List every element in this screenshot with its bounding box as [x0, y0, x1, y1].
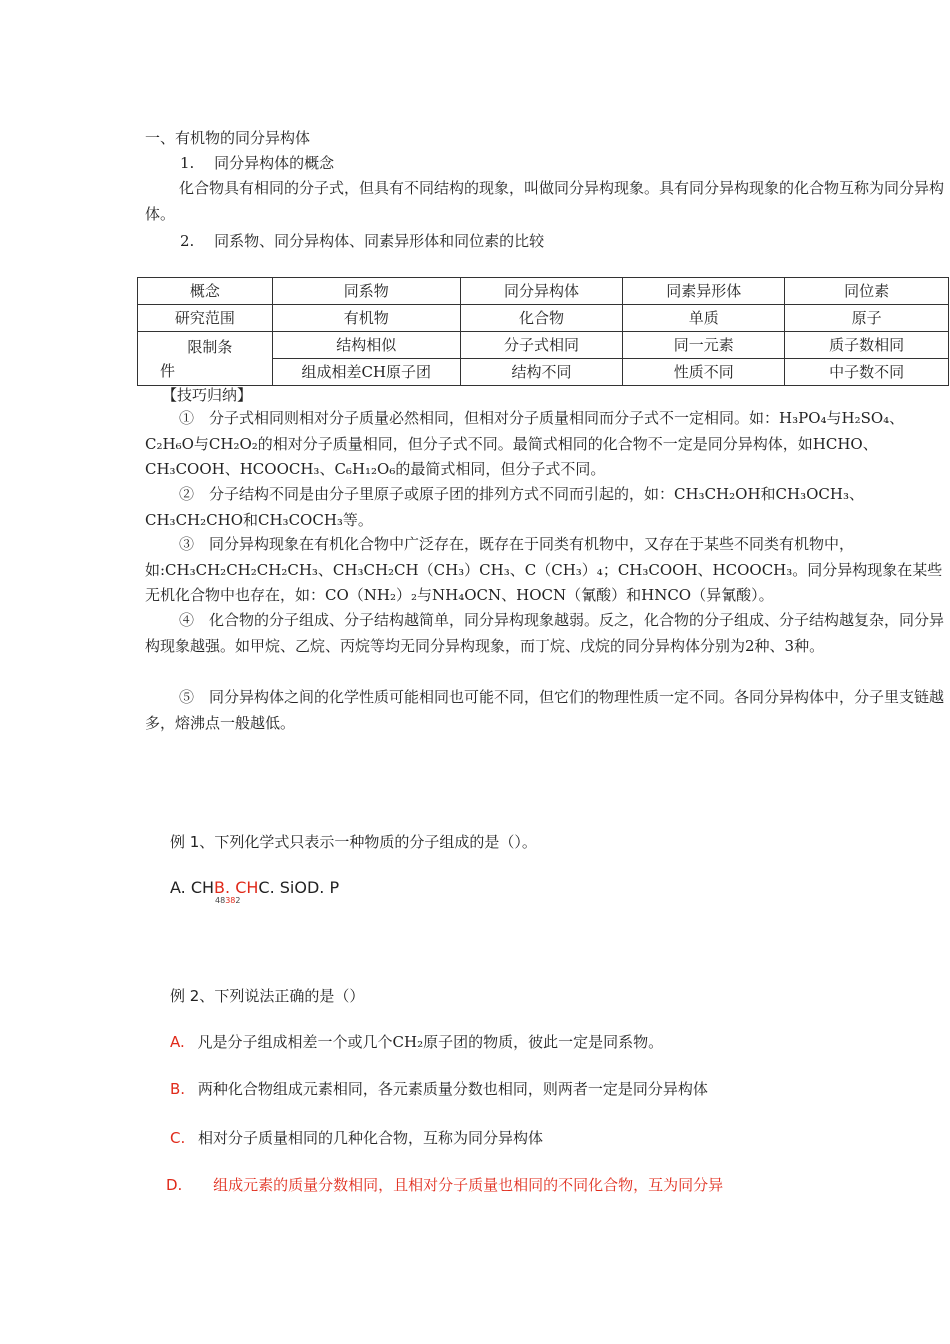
- option-C: [170, 1127, 543, 1148]
- option-A-letter: A.: [170, 1033, 185, 1051]
- table-cell: 有机物: [272, 305, 460, 332]
- table-cell: 研究范围: [138, 305, 273, 332]
- tips-heading: 【技巧归纳】: [162, 386, 253, 404]
- comparison-table: [137, 277, 949, 386]
- limit-label-line1: 限制条: [187, 337, 233, 356]
- option-b: B. CH: [214, 878, 259, 897]
- subscript-a: 48: [215, 896, 226, 905]
- table-cell: 组成相差CH原子团: [272, 359, 460, 386]
- table-cell: 同一元素: [623, 332, 785, 359]
- option-B-letter: B.: [170, 1080, 186, 1098]
- item-1-heading: 1. 同分异构体的概念: [180, 154, 335, 172]
- option-A: [170, 1031, 663, 1052]
- definition-paragraph: 化合物具有相同的分子式，但具有不同结构的现象，叫做同分异构现象。具有同分异构现象的化合物互称为同分异构体。: [145, 179, 945, 223]
- option-rest: C. SiOD. P: [258, 878, 340, 897]
- table-cell: 化合物: [460, 305, 623, 332]
- option-C-letter: C.: [170, 1129, 186, 1147]
- example-2-question: [170, 985, 364, 1006]
- table-cell-limit-label: [138, 332, 273, 386]
- option-D-text: 组成元素的质量分数相同，且相对分子质量也相同的不同化合物，互为同分异: [213, 1176, 724, 1194]
- table-cell: 同位素: [785, 278, 949, 305]
- table-cell: 概念: [138, 278, 273, 305]
- table-cell: 同系物: [272, 278, 460, 305]
- subscript-b: 38: [225, 896, 236, 905]
- tip-paragraph-1: ① 分子式相同则相对分子质量必然相同，但相对分子质量相同而分子式不一定相同。如：H₃PO₄与H₂SO₄、C₂H₆O与CH₂O₂的相对分子质量相同，但分子式不同。最简式相同的化合物不一定是同分异构体，如HCHO、CH₃COOH、HCOOCH₃、C₆H₁₂O₆的最简式相同，但分子式不同。: [145, 409, 905, 478]
- option-D-letter: D.: [166, 1176, 183, 1194]
- table-cell: 结构相似: [272, 332, 460, 359]
- example-1-question: [170, 831, 537, 852]
- option-D: [166, 1174, 723, 1195]
- example-2-label: 例 2、: [170, 987, 215, 1005]
- option-B: [170, 1078, 708, 1099]
- limit-label-line2: 件: [160, 361, 176, 380]
- option-A-text: 凡是分子组成相差一个或几个CH₂原子团的物质，彼此一定是同系物。: [197, 1033, 664, 1051]
- tip-paragraph-2: ② 分子结构不同是由分子里原子或原子团的排列方式不同而引起的，如：CH₃CH₂OH和CH₃OCH₃、CH₃CH₂CHO和CH₃COCH₃等。: [145, 485, 864, 529]
- example-1-subscripts: [215, 896, 240, 905]
- example-2-text: 下列说法正确的是（）: [214, 987, 365, 1005]
- table-cell: 中子数不同: [785, 359, 949, 386]
- option-C-text: 相对分子质量相同的几种化合物，互称为同分异构体: [198, 1129, 544, 1147]
- table-cell: 性质不同: [623, 359, 785, 386]
- section-title: 一、有机物的同分异构体: [145, 129, 311, 147]
- table-header-row: [138, 278, 949, 305]
- tip-paragraph-4: ④ 化合物的分子组成、分子结构越简单，同分异构现象越弱。反之，化合物的分子组成、分子结构越复杂，同分异构现象越强。如甲烷、乙烷、丙烷等均无同分异构现象，而丁烷、戊烷的同分异构体分别为2种、3种。: [145, 611, 945, 655]
- example-1-options: [170, 878, 339, 897]
- example-1-text: 下列化学式只表示一种物质的分子组成的是（）。: [214, 833, 537, 851]
- table-cell: 原子: [785, 305, 949, 332]
- table-cell: 质子数相同: [785, 332, 949, 359]
- tip-paragraph-3: ③ 同分异构现象在有机化合物中广泛存在，既存在于同类有机物中，又存在于某些不同类有机物中，如:CH₃CH₂CH₂CH₂CH₃、CH₃CH₂CH（CH₃）CH₃、C（CH₃）₄；CH₃COOH、HCOOCH₃。同分异构现象在某些无机化合物中也存在，如：CO（NH₂）₂与NH₄OCN、HOCN（氰酸）和HNCO（异氰酸）。: [145, 535, 943, 604]
- subscript-c: 2: [235, 896, 241, 905]
- table-cell: 单质: [623, 305, 785, 332]
- example-1-label: 例 1、: [170, 833, 215, 851]
- table-cell: 同分异构体: [460, 278, 623, 305]
- option-a: A. CH: [170, 878, 215, 897]
- table-row: [138, 305, 949, 332]
- tip-paragraph-5: ⑤ 同分异构体之间的化学性质可能相同也可能不同，但它们的物理性质一定不同。各同分异构体中，分子里支链越多，熔沸点一般越低。: [145, 688, 945, 732]
- option-B-text: 两种化合物组成元素相同，各元素质量分数也相同，则两者一定是同分异构体: [197, 1080, 708, 1098]
- table-cell: 分子式相同: [460, 332, 623, 359]
- item-2-heading: 2. 同系物、同分异构体、同素异形体和同位素的比较: [180, 232, 545, 250]
- table-row: [138, 332, 949, 359]
- table-cell: 同素异形体: [623, 278, 785, 305]
- table-cell: 结构不同: [460, 359, 623, 386]
